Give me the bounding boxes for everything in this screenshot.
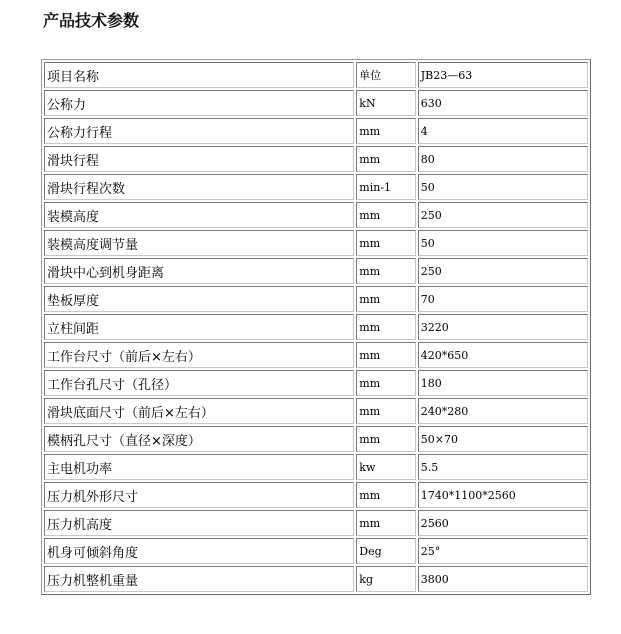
table-row [44, 314, 588, 340]
param-value-cell: 1740*1100*2560 [418, 482, 588, 508]
table-row [44, 426, 588, 452]
param-value-cell: 50 [418, 174, 588, 200]
param-unit-cell: mm [356, 230, 415, 256]
table-row [44, 510, 588, 536]
table-row [44, 174, 588, 200]
param-name-cell: 立柱间距 [44, 314, 354, 340]
param-value-cell: 420*650 [418, 342, 588, 368]
param-value-cell: JB23—63 [418, 62, 588, 88]
param-unit-cell: mm [356, 118, 415, 144]
param-unit-cell: mm [356, 510, 415, 536]
param-unit-cell: Deg [356, 538, 415, 564]
param-value-cell: 50 [418, 230, 588, 256]
table-row [44, 566, 588, 592]
table-row [44, 230, 588, 256]
param-name-cell: 机身可倾斜角度 [44, 538, 354, 564]
table-row [44, 258, 588, 284]
param-value-cell: 80 [418, 146, 588, 172]
param-unit-cell: min-1 [356, 174, 415, 200]
param-value-cell: 630 [418, 90, 588, 116]
table-row [44, 482, 588, 508]
param-name-cell: 主电机功率 [44, 454, 354, 480]
param-unit-cell: mm [356, 146, 415, 172]
table-row [44, 202, 588, 228]
param-name-cell: 工作台尺寸（前后×左右） [44, 342, 354, 368]
param-unit-cell: 单位 [356, 62, 415, 88]
param-value-cell: 250 [418, 258, 588, 284]
param-name-cell: 模柄孔尺寸（直径×深度） [44, 426, 354, 452]
param-name-cell: 公称力行程 [44, 118, 354, 144]
param-value-cell: 3800 [418, 566, 588, 592]
param-name-cell: 垫板厚度 [44, 286, 354, 312]
param-name-cell: 装模高度 [44, 202, 354, 228]
param-value-cell: 4 [418, 118, 588, 144]
param-unit-cell: mm [356, 370, 415, 396]
table-row [44, 90, 588, 116]
spec-table-body [44, 62, 588, 592]
table-row [44, 146, 588, 172]
param-name-cell: 压力机外形尺寸 [44, 482, 354, 508]
param-value-cell: 5.5 [418, 454, 588, 480]
param-name-cell: 装模高度调节量 [44, 230, 354, 256]
param-value-cell: 250 [418, 202, 588, 228]
page-title: 产品技术参数 [43, 11, 140, 30]
param-unit-cell: mm [356, 286, 415, 312]
spec-table-container [41, 59, 591, 595]
param-unit-cell: mm [356, 398, 415, 424]
param-name-cell: 滑块行程 [44, 146, 354, 172]
table-row [44, 342, 588, 368]
table-row [44, 118, 588, 144]
param-name-cell: 滑块行程次数 [44, 174, 354, 200]
param-unit-cell: mm [356, 258, 415, 284]
param-value-cell: 70 [418, 286, 588, 312]
param-unit-cell: mm [356, 482, 415, 508]
param-name-cell: 项目名称 [44, 62, 354, 88]
param-name-cell: 滑块底面尺寸（前后×左右） [44, 398, 354, 424]
param-name-cell: 公称力 [44, 90, 354, 116]
param-value-cell: 240*280 [418, 398, 588, 424]
param-value-cell: 3220 [418, 314, 588, 340]
param-name-cell: 工作台孔尺寸（孔径） [44, 370, 354, 396]
table-row [44, 286, 588, 312]
table-row [44, 538, 588, 564]
param-value-cell: 25° [418, 538, 588, 564]
param-value-cell: 50×70 [418, 426, 588, 452]
spec-table [41, 59, 591, 595]
table-row [44, 398, 588, 424]
param-name-cell: 压力机整机重量 [44, 566, 354, 592]
table-header-row [44, 62, 588, 88]
param-unit-cell: mm [356, 314, 415, 340]
param-value-cell: 2560 [418, 510, 588, 536]
param-unit-cell: mm [356, 342, 415, 368]
table-row [44, 370, 588, 396]
param-unit-cell: mm [356, 202, 415, 228]
param-unit-cell: kw [356, 454, 415, 480]
param-unit-cell: mm [356, 426, 415, 452]
param-name-cell: 压力机高度 [44, 510, 354, 536]
table-row [44, 454, 588, 480]
param-name-cell: 滑块中心到机身距离 [44, 258, 354, 284]
param-value-cell: 180 [418, 370, 588, 396]
param-unit-cell: kN [356, 90, 415, 116]
param-unit-cell: kg [356, 566, 415, 592]
